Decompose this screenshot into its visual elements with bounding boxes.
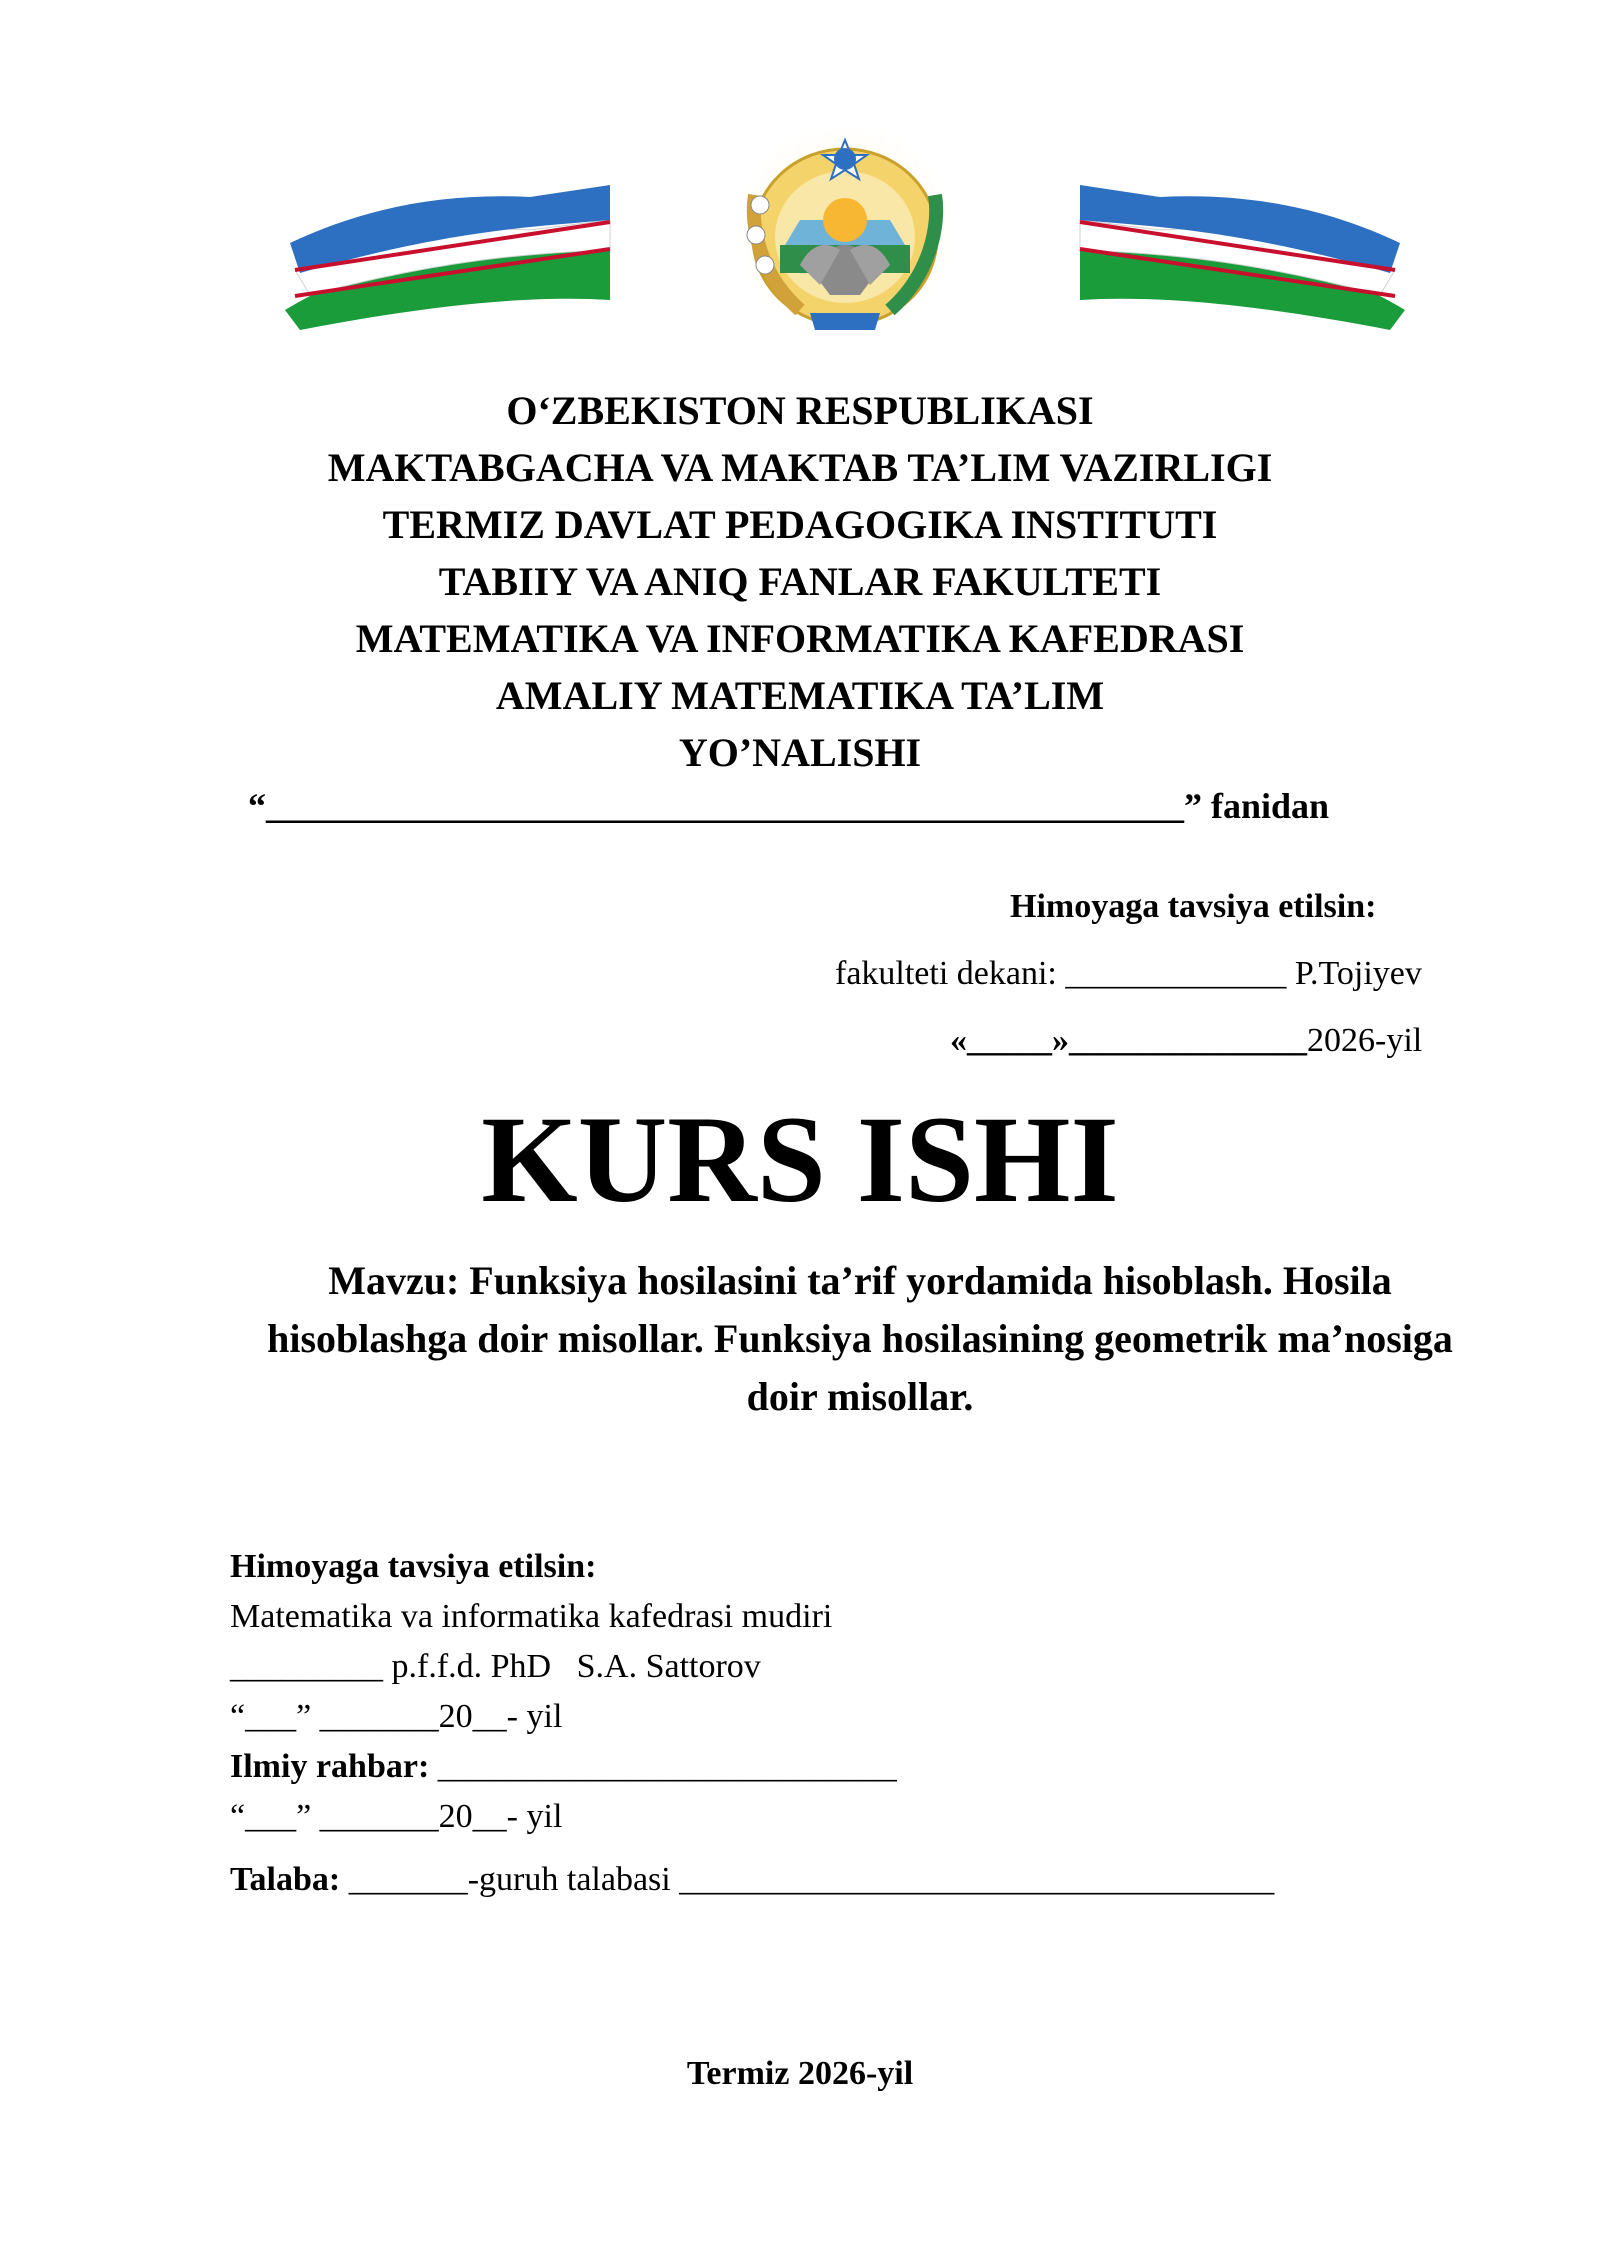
supervisor-label: Ilmiy rahbar: [230,1748,430,1785]
approval-top-date [950,1022,1422,1060]
dean-signature-line: fakulteti dekani: _____________ P.Tojiyev [835,955,1422,992]
student-rest: _______-guruh talabasi ___________________________________ [340,1861,1275,1898]
date-blank: «_____»______________ [950,1022,1307,1059]
approval-bottom-title: Himoyaga tavsiya etilsin: [230,1548,597,1585]
header-line-6: AMALIY MATEMATIKA TA’LIM [495,673,1105,718]
dept-head-line: Matematika va informatika kafedrasi mudiri [230,1598,833,1635]
date-year: 2026-yil [1307,1022,1423,1059]
header-line-3: TERMIZ DAVLAT PEDAGOGIKA INSTITUTI [382,502,1218,547]
header-line-4: TABIIY VA ANIQ FANLAR FAKULTETI [438,559,1162,604]
document-type-title: KURS ISHI [481,1091,1119,1228]
header-line-7: YO’NALISHI [678,730,922,775]
approval-top-title: Himoyaga tavsiya etilsin: [1010,888,1377,925]
subject-close: ” fanidan [1184,786,1330,826]
supervisor-blank: ___________________________ [429,1748,897,1785]
header-line-1: O‘ZBEKISTON RESPUBLIKASI [506,388,1094,433]
header-line-5: MATEMATIKA VA INFORMATIKA KAFEDRASI [355,616,1245,661]
date-line-1: “___” _______20__- yil [230,1698,563,1735]
topic-text: Mavzu: Funksiya hosilasini ta’rif yordamida hisoblash. Hosila hisoblashga doir misollar. Funksiya hosilasining geometrik ma’nosiga doir misollar. [267,1258,1453,1419]
footer-city-year: Termiz 2026-yil [686,2055,914,2092]
dept-head-signature: _________ p.f.f.d. PhD S.A. Sattorov [230,1648,761,1685]
state-emblem-banner [280,125,1410,330]
header-line-2: MAKTABGACHA VA MAKTAB TA’LIM VAZIRLIGI [327,445,1273,490]
subject-blank: ___________________________________________________ [266,786,1184,826]
uzbekistan-coat-of-arms-with-flag-icon [280,125,1410,330]
student-label: Talaba: [230,1861,341,1898]
supervisor-line [230,1742,897,1792]
date-line-2: “___” _______20__- yil [230,1798,563,1835]
subject-open-quote: “ [248,786,266,826]
subject-line [248,785,1329,827]
student-line [230,1855,1274,1905]
